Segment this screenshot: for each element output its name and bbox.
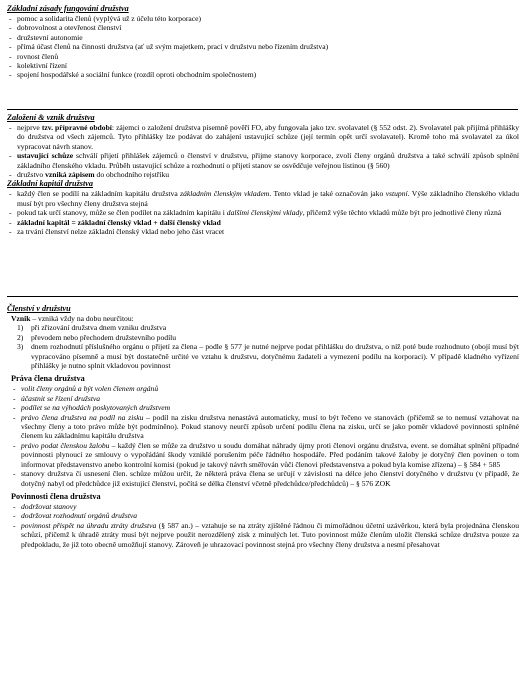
section-title: Členství v družstvu bbox=[7, 304, 71, 313]
list-item bbox=[7, 123, 519, 151]
italic-text: vstupní bbox=[385, 189, 408, 199]
list-item bbox=[11, 511, 519, 520]
text: do obchodního rejstříku bbox=[94, 170, 170, 180]
text: . Výše základního členského vkladu musí být pro všechny členy družstva stejná bbox=[17, 189, 519, 208]
list-item: - družstevní autonomie bbox=[7, 33, 519, 42]
section-principles bbox=[7, 4, 519, 80]
text: při zřizování družstva dnem vzniku družstva bbox=[31, 323, 167, 333]
text: (§ 587 an.) – vztahuje se na ztráty zjištěné řádnou či mimořádnou účetní uzávěrkou, která byla projednána členskou schůzí, přičemž k úhradě ztráty musí být nejprve použit nerozdělený zisk z minulých let. Tuto povinnost může členům uložit členská schůze družstva pouze za předpokladu, že již toto obecně umožňují stanovy. Zároveň je uhrazovací povinnost stejná pro všechny členy družstva a nesmí přesahovat bbox=[21, 520, 520, 549]
text: převodem nebo přechodem družstevního podílu bbox=[31, 332, 177, 342]
italic-text: dodržovat stanovy bbox=[21, 501, 77, 511]
list-item bbox=[7, 218, 519, 227]
text: – každý člen se může za družstvo u soudu domáhat náhrady újmy proti členovi orgánu družstva, event. se domáhat splnění případné povinnosti plynoucí ze smlouvy o vypořádání škody vzniklé porušením péče řádného hospodáře. Před podáním takové žaloby je dotyčný člen povinen o tom informovat představenstvo anebo kontrolní komisi (pokud je takový návrh směřován vůči členovi představenstva a pokud byla komise zřízena) – § 584 + 585 bbox=[21, 440, 519, 469]
list-item bbox=[11, 394, 519, 403]
bold-text: základní kapitál = základní členský vklad + další členský vklad bbox=[17, 217, 221, 227]
italic-text: právo člena družstva na podíl na zisku bbox=[21, 412, 144, 422]
list-item bbox=[7, 227, 519, 236]
duties-block bbox=[7, 492, 519, 549]
italic-text: základním členským vkladem bbox=[180, 189, 270, 199]
text: pokud tak určí stanovy, může se člen podílet na základním kapitálu i bbox=[17, 208, 227, 218]
text: za trvání členství nelze základní členský vklad nebo jeho část vracet bbox=[17, 227, 225, 237]
rights-block bbox=[7, 374, 519, 487]
section-founding bbox=[7, 113, 519, 236]
list-item bbox=[7, 170, 519, 179]
bold-text: tzv. přípravné období bbox=[41, 123, 112, 132]
list-item: - kolektivní řízení bbox=[7, 61, 519, 70]
duties-title: Povinnosti člena družstva bbox=[11, 491, 101, 501]
rights-title: Práva člena družstva bbox=[11, 374, 85, 384]
italic-text: účastnit se řízení družstva bbox=[21, 393, 101, 403]
vznik-list bbox=[11, 323, 519, 370]
list-item bbox=[7, 189, 519, 208]
list-item bbox=[7, 151, 519, 170]
capital-list bbox=[7, 189, 519, 236]
text: . Tento vklad je také označován jako bbox=[269, 189, 386, 199]
italic-text: povinnost přispět na úhradu ztráty družstva bbox=[21, 520, 157, 530]
list-item bbox=[11, 342, 519, 370]
rights-list bbox=[11, 384, 519, 487]
bold-text: vzniká zápisem bbox=[45, 170, 95, 180]
text: – vzniká vždy na dobu neurčitou: bbox=[30, 314, 134, 323]
italic-text: dalšími členskými vklady bbox=[226, 208, 303, 218]
list-item: - rovnost členů bbox=[7, 52, 519, 61]
text: dnem rozhodnutí příslušného orgánu o přijetí za člena – podle § 577 je nutné nejprve podat přihlášku do družstva, o níž poté bude rozhodnuto (obojí musí být vypracováno písemně a musí být dostatečně určité ve vztahu k družstvu, dotyčnému žadateli a vymezení podílu na korporaci). V případě kladného vyřízení přihlášky je nutno splnit vkladovou povinnost bbox=[31, 342, 519, 371]
section-title: Založení & vznik družstva bbox=[7, 113, 95, 122]
vznik-block bbox=[7, 314, 519, 370]
list-item bbox=[7, 208, 519, 217]
list-item bbox=[11, 323, 519, 332]
italic-text: volit členy orgánů a být volen členem orgánů bbox=[21, 384, 159, 394]
section-membership bbox=[7, 304, 519, 549]
list-item: - dobrovolnost a otevřenost členství bbox=[7, 23, 519, 32]
text: družstvo bbox=[17, 170, 46, 180]
text: každý člen se podílí na základním kapitálu družstva bbox=[17, 189, 181, 199]
text: , přičemž výše těchto vkladů může být pro jednotlivé členy různá bbox=[302, 208, 502, 218]
list-item bbox=[11, 413, 519, 441]
text: : zájemci o založení družstva písemně pověří FO, aby fungovala jako tzv. svolavatel (§ 552 odst. 2). Svolavatel pak přijímá přihlášky do družstva od všech zájemců. Tyto přihlášky lze podávat do zahájení ustavující schůze (její termín opět určí svolavatel). Kromě toho má svolavatel za úkol vypracovat návrh stanov. bbox=[17, 123, 519, 151]
list-item: - přímá účast členů na činnosti družstva (ať už svým majetkem, prací v družstvu nebo řízením družstva) bbox=[7, 42, 519, 51]
text: schválí přijetí přihlášek zájemců o členství v družstvu, přijme stanovy korporace, zvolí členy orgánů družstva a také schválí způsob splnění základního členského vkladu. Průběh ustavující schůze a rozhodnutí o přijetí stanov se osvědčuje veřejnou listinou (§ 560) bbox=[17, 151, 519, 170]
divider bbox=[7, 296, 518, 297]
list-item bbox=[11, 333, 519, 342]
duties-list bbox=[11, 502, 519, 549]
text: nejprve bbox=[17, 123, 42, 132]
italic-text: dodržovat rozhodnutí orgánů družstva bbox=[21, 511, 138, 521]
list-item bbox=[11, 502, 519, 511]
list-item bbox=[11, 469, 519, 488]
text: – podíl na zisku družstva nenastává automaticky, musí to být řečeno ve stanovách (přičemž se to nemusí vztahovat na všechny členy a toto právo může být podmíněno). Pokud stanovy neurčí způsob určení podílu člena na zisku, určí se jako poměr vkladové povinnosti splněné členem ku základnímu kapitálu družstva bbox=[21, 412, 519, 441]
bold-text: Vznik bbox=[11, 314, 31, 323]
section-title: Základní kapitál družstva bbox=[7, 179, 93, 189]
list-item bbox=[11, 384, 519, 393]
divider bbox=[7, 109, 518, 110]
founding-list bbox=[7, 123, 519, 179]
list-item bbox=[11, 403, 519, 412]
item-number: 1) bbox=[17, 323, 24, 333]
section-title: Základní zásady fungování družstva bbox=[7, 4, 129, 13]
vznik-heading bbox=[11, 314, 519, 323]
list-item: - spojení hospodářské a sociální funkce (rozdíl oproti obchodním společnostem) bbox=[7, 70, 519, 79]
italic-text: podílet se na výhodách poskytovaných družstvem bbox=[21, 403, 171, 413]
list-item bbox=[11, 521, 519, 549]
bold-text: ustavující schůze bbox=[17, 151, 74, 161]
list-item bbox=[11, 441, 519, 469]
principles-list bbox=[7, 14, 519, 80]
list-item: - pomoc a solidarita členů (vyplývá už z účelu této korporace) bbox=[7, 14, 519, 23]
text: stanovy družstva či usnesení člen. schůze můžou určit, že některá práva člena se určují v závislosti na délce jeho členství dotyčného v družstvu (v případě, že dotyčný nabyl od předchůdce již existující členství, počítá se délka členství včetně předchůdce/předchůdců) – § 576 ZOK bbox=[21, 469, 519, 488]
item-number: 3) bbox=[17, 342, 24, 352]
italic-text: právo podat členskou žalobu bbox=[21, 440, 110, 450]
item-number: 2) bbox=[17, 332, 24, 342]
